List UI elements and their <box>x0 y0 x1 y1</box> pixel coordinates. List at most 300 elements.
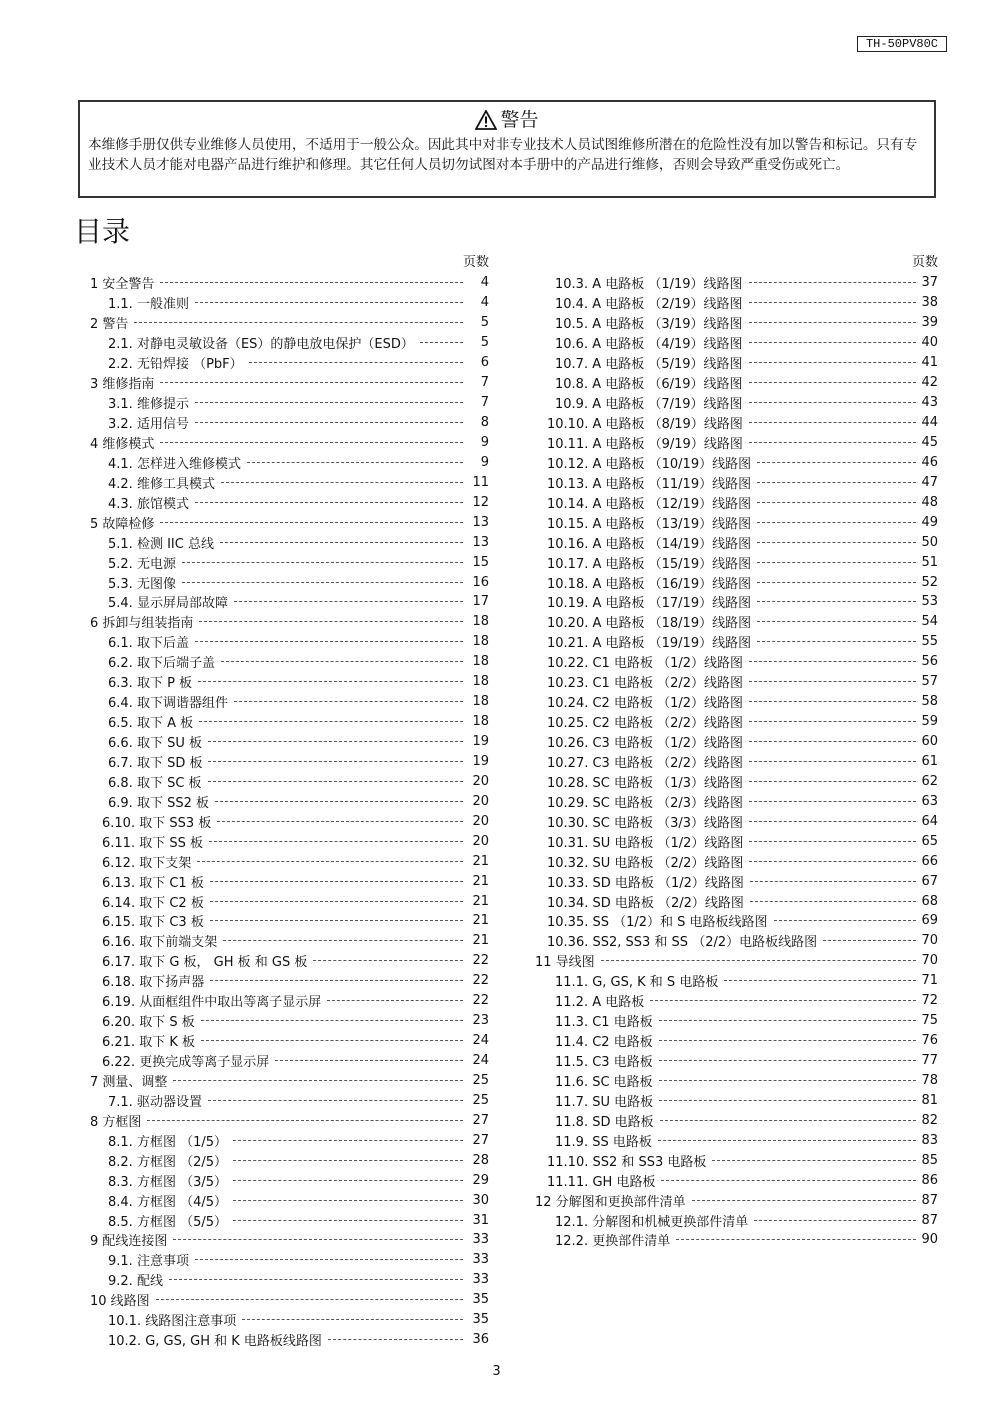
toc-entry[interactable] <box>533 612 938 632</box>
toc-entry-page: 27 <box>472 1132 489 1148</box>
toc-entry-label: 12 分解图和更换部件清单 <box>535 1194 686 1210</box>
toc-entry-label: 12.1. 分解图和机械更换部件清单 <box>555 1214 749 1230</box>
toc-entry-page: 5 <box>480 335 489 351</box>
toc-entry-page: 55 <box>921 634 938 650</box>
toc-entry[interactable] <box>533 971 938 991</box>
toc-leader <box>757 582 916 583</box>
toc-leader <box>757 482 916 483</box>
toc-entry-page: 75 <box>921 1013 938 1029</box>
toc-leader <box>749 322 916 323</box>
toc-leader <box>750 901 916 902</box>
toc-entry[interactable] <box>80 1210 489 1230</box>
toc-leader <box>650 1000 916 1001</box>
toc-entry[interactable] <box>80 692 489 712</box>
toc-leader <box>420 342 463 343</box>
toc-entry[interactable] <box>533 1051 938 1071</box>
toc-leader <box>749 382 916 383</box>
toc-leader <box>328 1339 463 1340</box>
toc-entry[interactable] <box>533 472 938 492</box>
toc-entry-page: 22 <box>472 993 489 1009</box>
toc-entry[interactable] <box>533 273 938 293</box>
toc-entry-label: 10.21. A 电路板 （19/19）线路图 <box>547 636 752 652</box>
toc-leader <box>676 1239 916 1240</box>
toc-entry-label: 10.30. SC 电路板 （3/3）线路图 <box>547 815 743 831</box>
toc-entry[interactable] <box>80 413 489 433</box>
toc-entry-label: 10.12. A 电路板 （10/19）线路图 <box>547 456 752 472</box>
toc-entry[interactable] <box>533 393 938 413</box>
toc-entry-page: 51 <box>921 554 938 570</box>
toc-entry[interactable] <box>533 413 938 433</box>
toc-entry[interactable] <box>533 652 938 672</box>
toc-leader <box>233 1160 463 1161</box>
toc-entry[interactable] <box>80 951 489 971</box>
toc-entry[interactable] <box>533 791 938 811</box>
toc-entry[interactable] <box>533 1190 938 1210</box>
toc-entry[interactable] <box>80 1290 489 1310</box>
toc-entry[interactable] <box>533 572 938 592</box>
toc-entry[interactable] <box>533 373 938 393</box>
toc-entry-page: 76 <box>921 1033 938 1049</box>
page-number: 3 <box>492 1364 501 1379</box>
toc-entry[interactable] <box>533 313 938 333</box>
toc-entry-page: 35 <box>472 1312 489 1328</box>
toc-entry[interactable] <box>80 452 489 472</box>
toc-entry-page: 21 <box>472 913 489 929</box>
toc-entry-label: 11.6. SC 电路板 <box>555 1074 653 1090</box>
toc-entry[interactable] <box>533 532 938 552</box>
toc-entry-label: 8.3. 方框图 （3/5） <box>108 1174 227 1190</box>
toc-entry-label: 10.35. SS （1/2）和 S 电路板线路图 <box>547 915 768 931</box>
toc-entry[interactable] <box>533 672 938 692</box>
toc-leader <box>749 801 916 802</box>
toc-entry[interactable] <box>80 672 489 692</box>
toc-entry-page: 21 <box>472 853 489 869</box>
toc-entry-label: 10.6. A 电路板 （4/19）线路图 <box>555 337 743 353</box>
toc-entry[interactable] <box>533 492 938 512</box>
toc-entry[interactable] <box>80 512 489 532</box>
toc-entry-page: 43 <box>921 395 938 411</box>
toc-entry-page: 29 <box>472 1172 489 1188</box>
toc-entry[interactable] <box>533 1011 938 1031</box>
toc-entry[interactable] <box>80 752 489 772</box>
toc-entry[interactable] <box>80 313 489 333</box>
toc-leader <box>749 302 916 303</box>
toc-entry-page: 39 <box>921 315 938 331</box>
toc-entry[interactable] <box>80 612 489 632</box>
toc-entry-page: 20 <box>472 773 489 789</box>
toc-entry[interactable] <box>80 991 489 1011</box>
toc-leader <box>658 1140 916 1141</box>
toc-entry[interactable] <box>533 771 938 791</box>
toc-entry-page: 41 <box>921 355 938 371</box>
toc-entry-label: 10.5. A 电路板 （3/19）线路图 <box>555 317 743 333</box>
toc-entry[interactable] <box>80 1051 489 1071</box>
toc-entry[interactable] <box>80 831 489 851</box>
toc-entry[interactable] <box>80 1170 489 1190</box>
toc-entry[interactable] <box>533 1230 938 1250</box>
toc-leader <box>195 422 463 423</box>
warning-title <box>88 108 926 132</box>
toc-entry-page: 60 <box>921 734 938 750</box>
toc-entry[interactable] <box>80 791 489 811</box>
toc-leader <box>233 1180 463 1181</box>
toc-entry-page: 12 <box>472 494 489 510</box>
toc-entry[interactable] <box>80 1071 489 1091</box>
toc-leader <box>210 881 463 882</box>
toc-leader <box>199 621 463 622</box>
toc-entry[interactable] <box>533 293 938 313</box>
toc-entry-page: 33 <box>472 1232 489 1248</box>
toc-entry[interactable] <box>80 712 489 732</box>
toc-leader <box>221 482 463 483</box>
toc-leader <box>169 1279 463 1280</box>
toc-entry[interactable] <box>80 811 489 831</box>
warning-triangle-icon <box>475 110 497 130</box>
toc-entry[interactable] <box>80 1090 489 1110</box>
toc-entry-page: 27 <box>472 1112 489 1128</box>
toc-entry-label: 6.17. 取下 G 板， GH 板 和 GS 板 <box>102 955 308 971</box>
toc-entry-page: 20 <box>472 793 489 809</box>
toc-entry[interactable] <box>80 632 489 652</box>
toc-leader <box>208 1100 463 1101</box>
toc-entry[interactable] <box>80 1190 489 1210</box>
toc-entry-page: 18 <box>472 694 489 710</box>
warning-text: 本维修手册仅供专业维修人员使用，不适用于一般公众。因此其中对非专业技术人员试图维修所潜在的危险性没有加以警告和标记。只有专业技术人员才能对电器产品进行维护和修理。其它任何人员切勿试图对本手册中的产品进行维修，否则会导致严重受伤或死亡。 <box>88 137 918 173</box>
toc-entry[interactable] <box>533 592 938 612</box>
toc-entry-label: 6.22. 更换完成等离子显示屏 <box>102 1055 270 1071</box>
toc-entry[interactable] <box>80 1330 489 1350</box>
toc-entry-page: 22 <box>472 973 489 989</box>
toc-entry-label: 12.2. 更换部件清单 <box>555 1234 671 1250</box>
toc-leader <box>659 1100 916 1101</box>
toc-entry[interactable] <box>80 851 489 871</box>
toc-entry[interactable] <box>80 333 489 353</box>
toc-column-left <box>80 254 489 1350</box>
toc-entry-label: 10.17. A 电路板 （15/19）线路图 <box>547 556 752 572</box>
toc-entry-page: 53 <box>921 594 938 610</box>
toc-entry[interactable] <box>533 433 938 453</box>
toc-entry-page: 62 <box>921 773 938 789</box>
toc-leader <box>197 861 463 862</box>
toc-leader <box>754 1220 916 1221</box>
toc-entry[interactable] <box>533 911 938 931</box>
toc-entry-page: 83 <box>921 1132 938 1148</box>
toc-entry[interactable] <box>80 652 489 672</box>
toc-entry-label: 6.15. 取下 C3 板 <box>102 915 204 931</box>
model-number: TH-50PV80C <box>857 36 947 52</box>
toc-leader <box>147 1120 463 1121</box>
toc-entry-page: 33 <box>472 1272 489 1288</box>
toc-entry-page: 69 <box>921 913 938 929</box>
toc-entry-page: 86 <box>921 1172 938 1188</box>
toc-entry-label: 11.7. SU 电路板 <box>555 1094 654 1110</box>
toc-entry[interactable] <box>533 811 938 831</box>
toc-entry-label: 10.11. A 电路板 （9/19）线路图 <box>547 436 743 452</box>
toc-entry-page: 18 <box>472 674 489 690</box>
toc-entry[interactable] <box>80 592 489 612</box>
toc-entry[interactable] <box>533 512 938 532</box>
toc-entry-label: 10.28. SC 电路板 （1/3）线路图 <box>547 775 743 791</box>
toc-entry[interactable] <box>533 1170 938 1190</box>
toc-entry[interactable] <box>533 752 938 772</box>
toc-entry-label: 10.1. 线路图注意事项 <box>108 1314 237 1330</box>
toc-entry-page: 21 <box>472 933 489 949</box>
toc-entry-page: 5 <box>480 315 489 331</box>
toc-entry-page: 20 <box>472 833 489 849</box>
toc-leader <box>749 721 916 722</box>
toc-entry-page: 66 <box>921 853 938 869</box>
toc-entry-page: 45 <box>921 434 938 450</box>
toc-entry-page: 57 <box>921 674 938 690</box>
toc-leader <box>210 901 463 902</box>
toc-entry[interactable] <box>80 871 489 891</box>
toc-entry-label: 10.22. C1 电路板 （1/2）线路图 <box>547 656 744 672</box>
toc-leader <box>749 741 916 742</box>
toc-entry[interactable] <box>533 931 938 951</box>
toc-leader <box>242 1319 463 1320</box>
toc-entry[interactable] <box>80 1110 489 1130</box>
toc-entry-page: 52 <box>921 574 938 590</box>
toc-title: 目录 <box>74 215 131 248</box>
toc-entry-page: 24 <box>472 1053 489 1069</box>
toc-leader <box>774 920 916 921</box>
toc-entry[interactable] <box>80 732 489 752</box>
toc-entry-page: 9 <box>480 454 489 470</box>
toc-entry[interactable] <box>80 891 489 911</box>
toc-entry[interactable] <box>533 991 938 1011</box>
toc-entry-label: 11.8. SD 电路板 <box>555 1114 654 1130</box>
toc-entry-label: 8.5. 方框图 （5/5） <box>108 1214 227 1230</box>
toc-leader <box>195 641 463 642</box>
toc-entry-label: 4 维修模式 <box>90 436 155 452</box>
toc-leader <box>275 1060 463 1061</box>
toc-entry-label: 6.5. 取下 A 板 <box>108 716 194 732</box>
toc-entry-page: 6 <box>480 355 489 371</box>
toc-entry-label: 10.29. SC 电路板 （2/3）线路图 <box>547 795 743 811</box>
toc-leader <box>749 861 916 862</box>
toc-entry[interactable] <box>533 1071 938 1091</box>
toc-entry-page: 28 <box>472 1152 489 1168</box>
toc-entry[interactable] <box>80 911 489 931</box>
toc-entry-page: 42 <box>921 375 938 391</box>
toc-entry-label: 6.13. 取下 C1 板 <box>102 875 204 891</box>
toc-entry-page: 61 <box>921 753 938 769</box>
toc-entry[interactable] <box>80 433 489 453</box>
toc-entry[interactable] <box>80 293 489 313</box>
toc-entry-page: 87 <box>921 1212 938 1228</box>
toc-entry-label: 10.25. C2 电路板 （2/2）线路图 <box>547 716 744 732</box>
toc-entry-page: 25 <box>472 1092 489 1108</box>
toc-entry-page: 82 <box>921 1112 938 1128</box>
toc-entry-label: 10.2. G, GS, GH 和 K 电路板线路图 <box>108 1334 322 1350</box>
toc-leader <box>601 960 916 961</box>
toc-entry-label: 6.18. 取下扬声器 <box>102 975 205 991</box>
toc-leader <box>749 761 916 762</box>
toc-leader <box>749 781 916 782</box>
toc-leader <box>757 621 916 622</box>
toc-leader <box>234 601 463 602</box>
toc-entry-label: 10.15. A 电路板 （13/19）线路图 <box>547 516 752 532</box>
toc-column-right <box>533 254 938 1250</box>
toc-entry[interactable] <box>533 831 938 851</box>
toc-leader <box>160 442 463 443</box>
toc-entry[interactable] <box>80 931 489 951</box>
toc-leader <box>160 382 463 383</box>
toc-leader <box>134 322 463 323</box>
toc-leader <box>173 1080 463 1081</box>
toc-entry-label: 11.5. C3 电路板 <box>555 1055 653 1071</box>
toc-leader <box>757 502 916 503</box>
toc-leader <box>749 681 916 682</box>
toc-entry-label: 10.36. SS2, SS3 和 SS （2/2）电路板线路图 <box>547 935 818 951</box>
toc-entry-label: 10.34. SD 电路板 （2/2）线路图 <box>547 895 744 911</box>
toc-entry[interactable] <box>80 971 489 991</box>
toc-entry-page: 72 <box>921 993 938 1009</box>
toc-entry[interactable] <box>80 373 489 393</box>
toc-entry[interactable] <box>533 871 938 891</box>
toc-leader <box>757 562 916 563</box>
toc-leader <box>201 1020 463 1021</box>
toc-entry[interactable] <box>533 552 938 572</box>
toc-leader <box>327 1000 463 1001</box>
toc-leader <box>749 701 916 702</box>
toc-entry-label: 1.1. 一般准则 <box>108 297 189 313</box>
toc-entry[interactable] <box>533 891 938 911</box>
toc-leader <box>823 940 916 941</box>
toc-entry[interactable] <box>533 1110 938 1130</box>
warning-title-text: 警告 <box>500 109 539 131</box>
toc-entry-label: 4.1. 怎样进入维修模式 <box>108 456 241 472</box>
toc-entry-page: 18 <box>472 714 489 730</box>
toc-entry-page: 30 <box>472 1192 489 1208</box>
toc-leader <box>313 960 463 961</box>
toc-entry[interactable] <box>80 1130 489 1150</box>
warning-box <box>78 100 936 198</box>
toc-entry[interactable] <box>533 712 938 732</box>
toc-entry-page: 11 <box>472 474 489 490</box>
toc-leader <box>201 1040 463 1041</box>
toc-leader <box>749 342 916 343</box>
toc-entry-label: 7 测量、调整 <box>90 1074 168 1090</box>
toc-leader <box>233 1220 463 1221</box>
toc-entry[interactable] <box>80 1230 489 1250</box>
toc-entry-label: 6.1. 取下后盖 <box>108 636 189 652</box>
toc-entry[interactable] <box>80 572 489 592</box>
toc-entry-page: 22 <box>472 953 489 969</box>
toc-entry-label: 11.11. GH 电路板 <box>547 1174 656 1190</box>
toc-entry-label: 2.1. 对静电灵敏设备（ES）的静电放电保护（ESD） <box>108 337 414 353</box>
toc-leader <box>757 601 916 602</box>
toc-leader <box>712 1160 916 1161</box>
toc-entry-label: 6.20. 取下 S 板 <box>102 1015 195 1031</box>
toc-entry[interactable] <box>533 1031 938 1051</box>
toc-entry[interactable] <box>80 532 489 552</box>
toc-entry-page: 19 <box>472 753 489 769</box>
toc-entry-label: 2.2. 无铅焊接 （PbF） <box>108 357 243 373</box>
toc-entry[interactable] <box>80 552 489 572</box>
toc-entry-page: 44 <box>921 415 938 431</box>
toc-entry[interactable] <box>80 771 489 791</box>
toc-entry-page: 37 <box>921 275 938 291</box>
page-column-label: 页数 <box>462 255 489 270</box>
toc-entry[interactable] <box>533 1210 938 1230</box>
toc-leader <box>757 522 916 523</box>
toc-entry[interactable] <box>533 632 938 652</box>
toc-leader <box>221 661 463 662</box>
toc-entry-page: 77 <box>921 1053 938 1069</box>
toc-entry-label: 8 方框图 <box>90 1114 142 1130</box>
toc-entry[interactable] <box>533 1150 938 1170</box>
toc-entry[interactable] <box>533 353 938 373</box>
toc-leader <box>659 1040 916 1041</box>
toc-entry-label: 3.2. 适用信号 <box>108 417 189 433</box>
toc-entry-page: 21 <box>472 893 489 909</box>
toc-entry-page: 4 <box>480 295 489 311</box>
toc-entry[interactable] <box>80 1031 489 1051</box>
toc-entry[interactable] <box>80 353 489 373</box>
toc-entry-page: 36 <box>472 1332 489 1348</box>
toc-leader <box>659 1060 916 1061</box>
toc-leader <box>749 442 916 443</box>
toc-entry-label: 10.9. A 电路板 （7/19）线路图 <box>555 397 743 413</box>
toc-entry[interactable] <box>80 1270 489 1290</box>
toc-entry[interactable] <box>533 951 938 971</box>
toc-leader <box>233 1140 463 1141</box>
toc-entry[interactable] <box>533 1130 938 1150</box>
toc-entry-page: 20 <box>472 813 489 829</box>
toc-entry-label: 11.2. A 电路板 <box>555 995 645 1011</box>
toc-entry[interactable] <box>80 393 489 413</box>
toc-entry[interactable] <box>80 1150 489 1170</box>
toc-entry[interactable] <box>80 1250 489 1270</box>
toc-entry-label: 6.9. 取下 SS2 板 <box>108 795 209 811</box>
toc-entry[interactable] <box>533 333 938 353</box>
toc-leader <box>757 542 916 543</box>
toc-entry[interactable] <box>533 452 938 472</box>
toc-entry[interactable] <box>80 492 489 512</box>
toc-entry-label: 11.3. C1 电路板 <box>555 1015 653 1031</box>
toc-leader <box>195 1259 463 1260</box>
toc-entry-label: 6.7. 取下 SD 板 <box>108 755 203 771</box>
toc-leader <box>223 940 463 941</box>
toc-leader <box>724 980 916 981</box>
toc-entry-label: 6.6. 取下 SU 板 <box>108 736 202 752</box>
toc-leader <box>182 562 463 563</box>
toc-entry-label: 11 导线图 <box>535 955 595 971</box>
toc-entry-page: 70 <box>921 933 938 949</box>
toc-entry[interactable] <box>80 472 489 492</box>
toc-leader <box>220 542 463 543</box>
toc-entry-label: 8.2. 方框图 （2/5） <box>108 1154 227 1170</box>
toc-entry-page: 18 <box>472 614 489 630</box>
toc-entry-page: 81 <box>921 1092 938 1108</box>
toc-entry[interactable] <box>80 1310 489 1330</box>
toc-entry-page: 33 <box>472 1252 489 1268</box>
toc-entry-label: 8.4. 方框图 （4/5） <box>108 1194 227 1210</box>
toc-entry[interactable] <box>533 1090 938 1110</box>
toc-entry[interactable] <box>80 1011 489 1031</box>
toc-entry-page: 31 <box>472 1212 489 1228</box>
toc-entry-page: 50 <box>921 534 938 550</box>
toc-entry[interactable] <box>533 851 938 871</box>
toc-entry-label: 6.8. 取下 SC 板 <box>108 775 202 791</box>
toc-entry-label: 10.8. A 电路板 （6/19）线路图 <box>555 377 743 393</box>
toc-entry[interactable] <box>533 732 938 752</box>
toc-entry[interactable] <box>533 692 938 712</box>
toc-entry-page: 59 <box>921 714 938 730</box>
toc-entry[interactable] <box>80 273 489 293</box>
toc-entry-page: 90 <box>921 1232 938 1248</box>
